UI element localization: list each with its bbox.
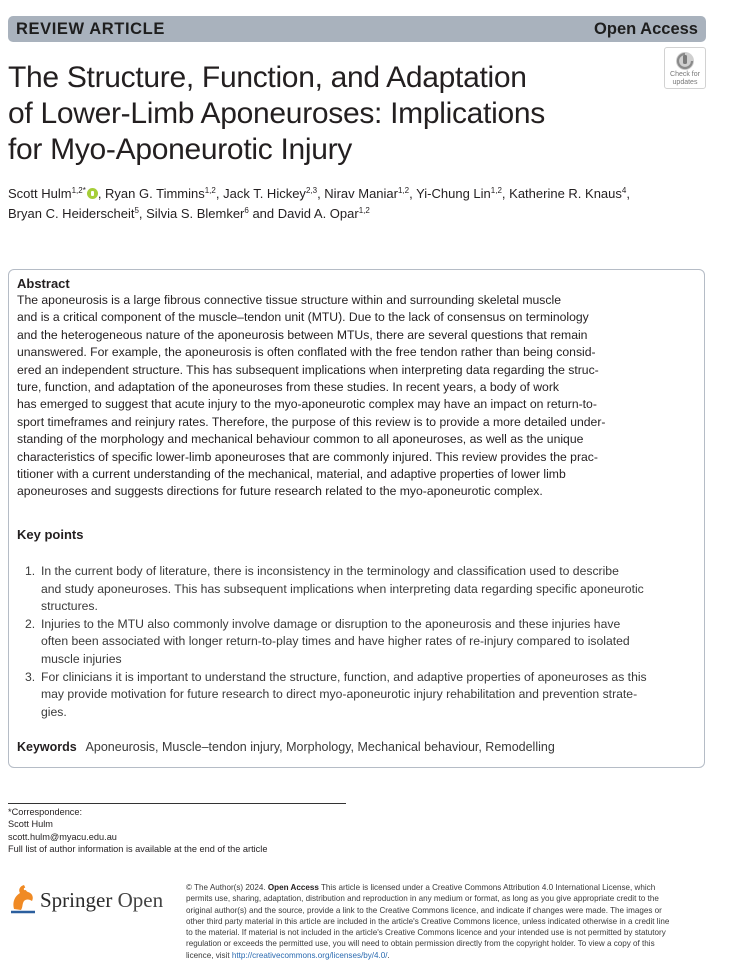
author-name[interactable]: Scott Hulm [8, 186, 72, 201]
license-line: permits use, sharing, adaptation, distribution and reproduction in any medium or format, as long as you give appropriate credit to the [186, 894, 659, 904]
key-point-line: and study aponeuroses. This has subsequent implications when interpreting data regarding specific aponeurotic [41, 581, 644, 596]
author-affiliation: 1,2 [358, 206, 370, 215]
author-affiliation: 1,2 [490, 186, 502, 195]
license-open-access: Open Access [267, 883, 319, 892]
key-point-item [25, 563, 701, 616]
key-points-list [25, 563, 701, 721]
springer-horse-icon [8, 882, 38, 914]
check-updates-icon [675, 51, 695, 71]
abstract-line: aponeuroses and suggests directions for future research related to the myo-aponeurotic complex. [17, 484, 543, 499]
key-point-line: Injuries to the MTU also commonly involve damage or disruption to the aponeurosis and these injuries have [41, 616, 621, 631]
key-point-number: 2. [25, 616, 36, 631]
correspondence-name: Scott Hulm [8, 819, 53, 830]
article-title [8, 60, 658, 168]
license-line: other third party material in this article are included in the article's Creative Commons licence, unless indicated otherwise in a credit line [186, 916, 670, 926]
open-access-label: Open Access [594, 19, 698, 38]
author-name[interactable]: Katherine R. Knaus [509, 186, 622, 201]
keywords-row [17, 740, 555, 754]
author-affiliation: 6 [244, 206, 249, 215]
license-link[interactable]: http://creativecommons.org/licenses/by/4.0/ [231, 950, 388, 960]
orcid-icon[interactable] [87, 188, 98, 199]
author-name[interactable]: Jack T. Hickey [223, 186, 306, 201]
key-point-item [25, 616, 701, 669]
key-point-item [25, 669, 701, 722]
author-affiliation: 1,2* [71, 186, 86, 195]
abstract-line: and the heterogeneous nature of the aponeurosis between MTUs, there are several questions that remain [17, 327, 588, 342]
badge-text-line1: Check for [670, 71, 700, 78]
license-line: original author(s) and the source, provide a link to the Creative Commons licence, and indicate if changes were made. The images or [186, 905, 662, 915]
publisher-name: Springer Open [40, 888, 164, 912]
license-line: regulation or exceeds the permitted use, you will need to obtain permission directly from the copyright holder. To view a copy of this [186, 939, 655, 949]
abstract-line: titioner with a current understanding of the mechanical, material, and adaptive properties of lower limb [17, 467, 566, 482]
badge-text-line2: updates [672, 79, 698, 86]
abstract-line: The aponeurosis is a large fibrous connective tissue structure within and surrounding skeletal muscle [17, 293, 561, 307]
author-affiliation: 1,2 [204, 186, 216, 195]
license-line: licence, visit http://creativecommons.org/licenses/by/4.0/. [186, 950, 390, 960]
key-point-line: For clinicians it is important to understand the structure, function, and adaptive properties of aponeuroses as this [41, 669, 647, 684]
key-point-number: 1. [25, 564, 36, 578]
abstract-line: ture, function, and adaptation of the aponeuroses from these studies. In recent years, a body of work [17, 380, 559, 395]
license-line: to the material. If material is not included in the article's Creative Commons licence and your intended use is not permitted by statutory [186, 928, 666, 938]
article-type-banner [8, 16, 706, 42]
abstract-line: ered an independent structure. This has subsequent implications when interpreting data regarding the struc- [17, 362, 599, 377]
abstract-heading: Abstract [17, 276, 70, 291]
article-type-label: REVIEW ARTICLE [16, 19, 165, 38]
check-for-updates-badge[interactable] [664, 47, 706, 89]
abstract-line: unanswered. For example, the aponeurosis is often conflated with the free tendon rather than being consid- [17, 345, 596, 360]
correspondence-email[interactable]: scott.hulm@myacu.edu.au [8, 831, 117, 842]
key-point-line: structures. [41, 599, 98, 614]
abstract-box [8, 269, 705, 768]
key-point-line: gies. [41, 704, 67, 719]
key-point-line: In the current body of literature, there is inconsistency in the terminology and classification used to describe [41, 564, 619, 578]
author-affiliation: 2,3 [305, 186, 318, 195]
author-name[interactable]: Bryan C. Heiderscheit [8, 206, 135, 221]
footnote-divider [8, 803, 346, 804]
author-name[interactable]: Yi-Chung Lin [416, 186, 491, 201]
author-name[interactable]: Ryan G. Timmins [105, 186, 205, 201]
key-points-heading: Key points [17, 527, 84, 542]
author-line: Scott Hulm$^{1,2*}$ , Ryan G. Timmins$^{1,2}$, Jack T. Hickey$^{2,3}$, Nirav Maniar$^{1,2}$, Yi-Chung Lin$^{1,2}$, Katherine R. Knaus$^4$, [8, 186, 630, 201]
author-name[interactable]: Nirav Maniar [324, 186, 398, 201]
title-line: of Lower-Limb Aponeuroses: Implications [8, 97, 545, 130]
key-point-number: 3. [25, 669, 36, 684]
abstract-line: has emerged to suggest that acute injury to the myo-aponeurotic complex may have an impact on return-to- [17, 397, 597, 412]
keywords-label: Keywords [17, 740, 77, 754]
abstract-line: and is a critical component of the muscle–tendon unit (MTU). Due to the lack of consensus on terminology [17, 310, 589, 325]
title-line: The Structure, Function, and Adaptation [8, 61, 527, 94]
correspondence-label: *Correspondence: [8, 807, 83, 817]
abstract-body [17, 292, 705, 501]
author-name[interactable]: David A. Opar [277, 206, 359, 221]
key-point-line: often been associated with longer return-to-play times and have higher rates of re-injury compared to isolated [41, 634, 630, 649]
author-list [8, 184, 708, 224]
keywords-values: Aponeurosis, Muscle–tendon injury, Morphology, Mechanical behaviour, Remodelling [85, 740, 555, 754]
key-point-line: muscle injuries [41, 651, 122, 666]
author-affiliation: 5 [134, 206, 139, 215]
springer-open-logo[interactable] [8, 882, 178, 916]
abstract-line: sport timeframes and reinjury rates. Therefore, the purpose of this review is to provide a more detailed under- [17, 414, 606, 429]
license-line: © The Author(s) 2024. Open Access This article is licensed under a Creative Commons Attribution 4.0 International License, which [186, 883, 656, 892]
license-text [186, 882, 706, 961]
author-affiliation: 1,2 [397, 186, 410, 195]
key-point-line: may provide motivation for future research to direct myo-aponeurotic injury rehabilitation and prevention strate- [41, 687, 638, 702]
author-affiliation: 4 [621, 186, 627, 195]
author-line: Bryan C. Heiderscheit$^5$, Silvia S. Blemker$^6$ and David A. Opar$^{1,2}$ [8, 206, 370, 221]
author-name[interactable]: Silvia S. Blemker [146, 206, 245, 221]
author-info-note: Full list of author information is available at the end of the article [8, 844, 268, 855]
abstract-line: standing of the morphology and mechanical behaviour common to all aponeuroses, as well as the unique [17, 432, 584, 447]
correspondence-block [8, 806, 267, 856]
title-line: for Myo-Aponeurotic Injury [8, 133, 353, 166]
abstract-line: characteristics of specific lower-limb aponeuroses that are commonly injured. This review provides the prac- [17, 449, 598, 464]
